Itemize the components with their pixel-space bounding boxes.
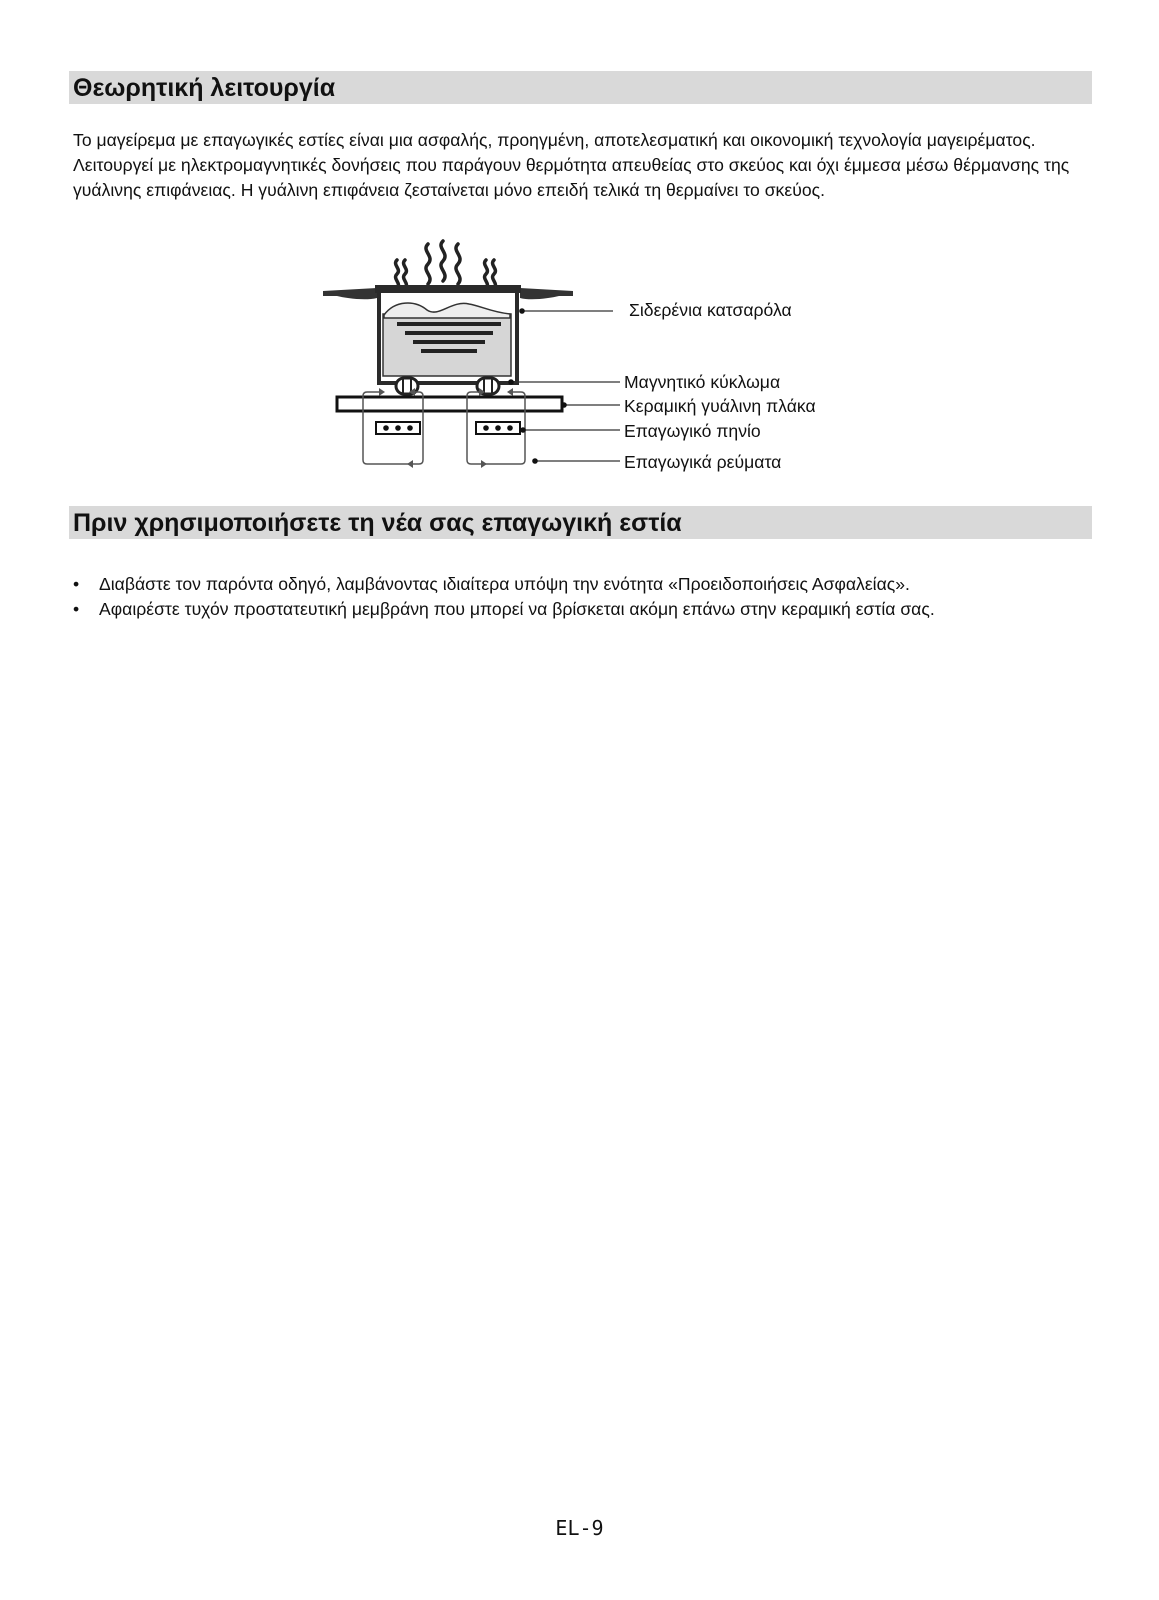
- pan-icon: [323, 285, 573, 385]
- section-title-before-use: Πριν χρησιμοποιήσετε τη νέα σας επαγωγική εστία: [73, 509, 682, 537]
- before-use-list: [73, 572, 1103, 622]
- list-item: [73, 572, 1103, 597]
- list-item-text: Αφαιρέστε τυχόν προστατευτική μεμβράνη που μπορεί να βρίσκεται ακόμη επάνω στην κεραμική εστία σας.: [99, 599, 935, 619]
- glass-plate-icon: [337, 397, 562, 411]
- label-ceramic-glass-plate: Κεραμική γυάλινη πλάκα: [624, 396, 816, 416]
- theory-paragraph: Το μαγείρεμα με επαγωγικές εστίες είναι μια ασφαλής, προηγμένη, αποτελεσματική και οικονομική τεχνολογία μαγειρέματος. Λειτουργεί με ηλεκτρομαγνητικές δονήσεις που παράγουν θερμότητα απευθείας στο σκεύος και όχι έμμεσα μέσω θέρμανσης της γυάλινης επιφάνειας. Η γυάλινη επιφάνεια ζεσταίνεται μόνο επειδή τελικά τη θερμαίνει το σκεύος.: [73, 130, 1070, 200]
- label-induction-currents: Επαγωγικά ρεύματα: [624, 452, 782, 472]
- callout-leader-lines: [511, 311, 620, 461]
- section-title-theory: Θεωρητική λειτουργία: [73, 74, 336, 102]
- list-item: [73, 597, 1103, 622]
- label-iron-pan: Σιδερένια κατσαρόλα: [629, 300, 792, 320]
- induction-coil-icon: [376, 422, 520, 434]
- induction-diagram: [315, 238, 935, 488]
- label-magnetic-circuit: Μαγνητικό κύκλωμα: [624, 372, 781, 392]
- section-header-theory: [69, 71, 1092, 104]
- list-item-text: Διαβάστε τον παρόντα οδηγό, λαμβάνοντας ιδιαίτερα υπόψη την ενότητα «Προειδοποιήσεις Ασφαλείας».: [99, 574, 910, 594]
- bullet-icon: •: [73, 599, 80, 619]
- label-induction-coil: Επαγωγικό πηνίο: [624, 421, 761, 441]
- section-header-before-use: [69, 506, 1092, 539]
- bullet-icon: •: [73, 574, 80, 594]
- steam-icon: [396, 241, 496, 288]
- page-number: EL-9: [555, 1516, 604, 1540]
